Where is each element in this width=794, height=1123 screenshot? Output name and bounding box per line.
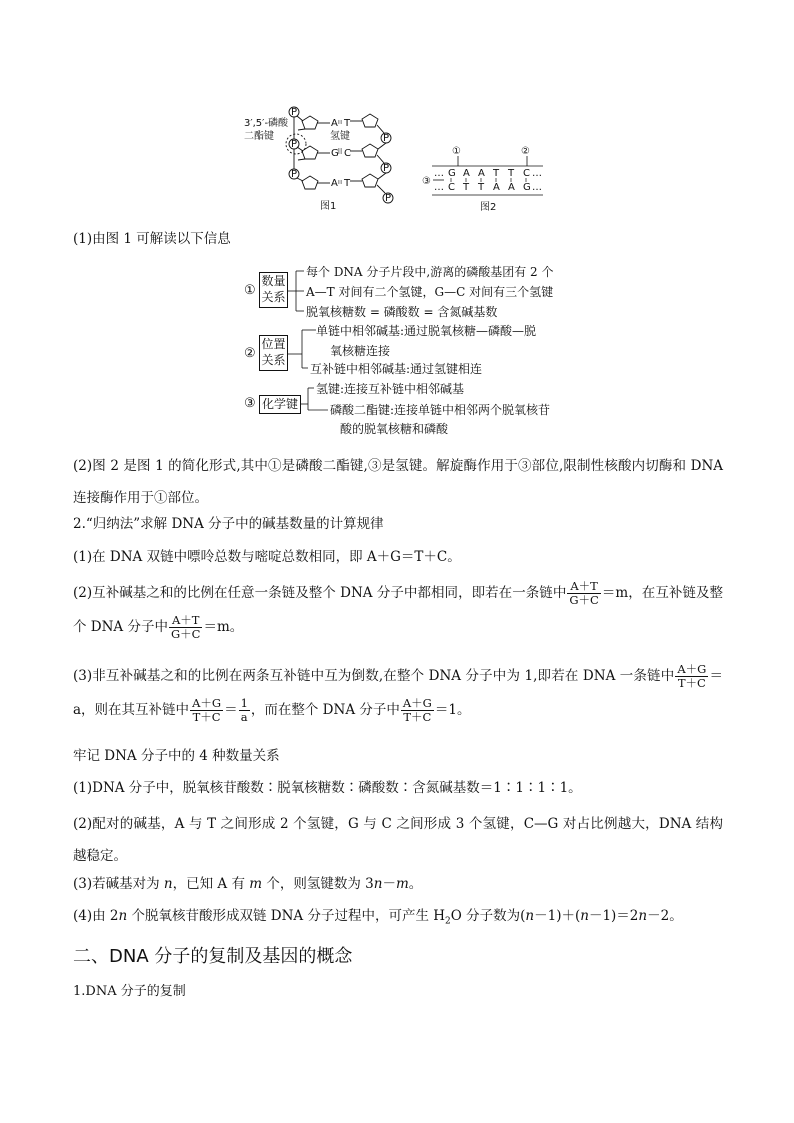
deoxyribose-pentagon xyxy=(362,174,378,187)
rule-2 xyxy=(73,576,723,644)
marker-2: ② xyxy=(521,146,530,157)
paragraph-2: (2)图 2 是图 1 的简化形式,其中①是磷酸二酯键,③是氢键。解旋酶作用于③部位,限制性核酸内切酶和 DNA 连接酶作用于①部位。 xyxy=(73,458,723,506)
q3-var-n: n xyxy=(373,876,383,892)
quantity-rule-3 xyxy=(73,874,723,894)
fraction-denominator: G＋C xyxy=(170,627,201,641)
fraction-denominator: a xyxy=(240,710,248,724)
phosphate-label: P xyxy=(291,169,298,180)
rule-3 xyxy=(73,659,723,727)
section-2-sub-1: 1.DNA 分子的复制 xyxy=(73,984,186,999)
phosphate-label: P xyxy=(291,107,298,118)
info-tree xyxy=(244,262,564,440)
marker-1: ① xyxy=(452,146,461,157)
group-1-item: 脱氧核糖数 = 磷酸数 = 含氮碱基数 xyxy=(306,305,498,319)
top-base: T xyxy=(493,168,500,179)
strand-dots: … xyxy=(434,182,444,193)
fraction-ag-tc xyxy=(401,697,434,724)
fraction-denominator: T＋C xyxy=(677,676,706,690)
fraction-numerator: A＋T xyxy=(169,614,203,628)
group-3-item-cont: 酸的脱氧核糖和磷酸 xyxy=(340,422,449,436)
base-label: T xyxy=(344,178,351,189)
figure-2-caption: 图2 xyxy=(480,202,497,212)
phosphate-label: P xyxy=(383,133,390,144)
group-2-item: 互补链中相邻碱基:通过氢键相连 xyxy=(310,362,483,376)
rule-3-text-a: (3)非互补碱基之和的比例在两条互补链中互为倒数,在整个 DNA 分子中为 1,即若在 DNA 一条链中 xyxy=(73,668,675,684)
q3-text-d: － xyxy=(382,876,396,892)
q4-var-n: n xyxy=(638,908,648,924)
group-1-box xyxy=(259,272,288,308)
section-2-title: 二、DNA 分子的复制及基因的概念 xyxy=(73,946,353,967)
marker-3: ③ xyxy=(422,176,431,187)
deoxyribose-pentagon xyxy=(362,114,378,127)
fig1-bond-label-1: 3′,5′-磷酸 xyxy=(244,118,289,129)
deoxyribose-pentagon xyxy=(302,146,318,159)
rule-3-text-e: ＝1。 xyxy=(434,702,471,718)
group-2-item-cont: 氧核糖连接 xyxy=(330,344,391,358)
q4-text-d: －1)＋( xyxy=(534,908,581,924)
base-label: T xyxy=(344,118,351,129)
bottom-base: T xyxy=(463,182,470,193)
phosphate-label: P xyxy=(385,193,392,204)
fraction-numerator: A＋G xyxy=(677,662,707,676)
deoxyribose-pentagon xyxy=(362,144,378,157)
fraction-at-gc xyxy=(169,614,203,641)
q4-subscript: 2 xyxy=(445,916,451,927)
deoxyribose-pentagon xyxy=(302,176,318,189)
base-label: A xyxy=(331,118,338,129)
fraction-at-gc xyxy=(567,580,601,607)
q4-text-b: 个脱氧核苷酸形成双链 DNA 分子过程中，可产生 H xyxy=(127,908,446,924)
group-3-number: ③ xyxy=(244,396,256,411)
q3-text-e: 。 xyxy=(408,876,423,892)
fraction-denominator: G＋C xyxy=(569,593,599,607)
strand-dots: … xyxy=(532,168,542,179)
group-2-number: ② xyxy=(244,346,256,361)
fraction-numerator: 1 xyxy=(240,696,248,710)
group-2-box-line2: 关系 xyxy=(261,353,286,367)
group-1-item: 每个 DNA 分子片段中,游离的磷酸基团有 2 个 xyxy=(306,265,554,279)
fraction-denominator: T＋C xyxy=(192,710,221,724)
quantity-rule-2: (2)配对的碱基，A 与 T 之间形成 2 个氢键，G 与 C 之间形成 3 个氢键，C—G 对占比例越大，DNA 结构越稳定。 xyxy=(73,816,723,864)
rule-2-text-a: (2)互补碱基之和的比例在任意一条链及整个 DNA 分子中都相同，即若在一条链中 xyxy=(73,585,567,601)
figure-1-caption: 图1 xyxy=(320,201,337,212)
q4-text-f: －2。 xyxy=(647,908,683,924)
group-1-box-line1: 数量 xyxy=(261,274,286,288)
bottom-base: C xyxy=(448,182,455,193)
q4-var-n: n xyxy=(118,908,128,924)
top-base: A xyxy=(478,168,485,179)
rule-3-text-d: ，而在整个 DNA 分子中 xyxy=(250,702,400,718)
bottom-base: G xyxy=(523,182,531,193)
group-1-item: A—T 对间有二个氢键，G—C 对间有三个氢键 xyxy=(306,285,554,299)
subheading-calculation-rules: 2.“归纳法”求解 DNA 分子中的碱基数量的计算规律 xyxy=(73,516,384,532)
group-3-item: 磷酸二酯键:连接单链中相邻两个脱氧核苷 xyxy=(330,403,551,417)
phosphate-label: P xyxy=(383,163,390,174)
q4-text-c: O 分子数为( xyxy=(450,908,526,924)
q4-var-n: n xyxy=(580,908,589,924)
q3-text-b: ，已知 A 有 xyxy=(172,876,250,892)
strand-dots: … xyxy=(532,182,542,193)
fraction-ag-tc xyxy=(190,697,223,724)
quantity-rule-1: (1)DNA 分子中，脱氧核苷酸数∶脱氧核糖数∶磷酸数∶含氮碱基数＝1∶1∶1∶1。 xyxy=(73,780,582,796)
rule-2-text-b: ＝m，在互补链及整个 DNA 分子中 xyxy=(73,585,723,635)
q3-var-m: m xyxy=(395,876,409,892)
fraction-numerator: A＋G xyxy=(192,696,222,710)
quantity-rule-4 xyxy=(73,906,723,932)
bottom-base: A xyxy=(508,182,515,193)
rule-2-text-c: ＝m。 xyxy=(203,619,244,635)
group-1-number: ① xyxy=(244,283,256,298)
q4-text-a: (4)由 2 xyxy=(73,908,119,924)
base-label: A xyxy=(331,178,338,189)
q3-text-a: (3)若碱基对为 xyxy=(73,876,164,892)
fraction-one-over-a xyxy=(239,697,250,724)
fig1-hbond-label: 氢键 xyxy=(330,131,350,142)
fig1-bond-label-2: 二酯键 xyxy=(244,131,274,142)
figure-1-dna-structure xyxy=(238,100,408,212)
q3-text-c: 个，则氢键数为 3 xyxy=(262,876,374,892)
base-label: G xyxy=(331,148,339,159)
q4-var-n: n xyxy=(525,908,535,924)
fraction-ag-tc xyxy=(675,663,708,690)
fraction-numerator: A＋T xyxy=(567,580,601,594)
figure-2-simplified-dna xyxy=(420,144,545,212)
phosphate-label: P xyxy=(291,139,298,150)
deoxyribose-pentagon xyxy=(302,116,318,129)
fraction-denominator: T＋C xyxy=(403,710,432,724)
rule-1: (1)在 DNA 双链中嘌呤总数与嘧啶总数相同，即 A＋G＝T＋C。 xyxy=(73,549,461,565)
fraction-numerator: A＋G xyxy=(402,696,432,710)
paragraph-1: (1)由图 1 可解读以下信息 xyxy=(73,231,231,247)
rule-3-text-c: ＝ xyxy=(224,702,238,718)
group-1-box-line2: 关系 xyxy=(261,290,286,304)
top-base: A xyxy=(463,168,470,179)
strand-dots: … xyxy=(434,168,444,179)
q3-var-n: n xyxy=(163,876,173,892)
top-base: G xyxy=(448,168,456,179)
group-3-box-label: 化学键 xyxy=(261,397,298,411)
group-2-item: 单链中相邻碱基:通过脱氧核糖—磷酸—脱 xyxy=(316,324,537,338)
rule-3-text-b: ＝a，则在其互补链中 xyxy=(73,668,723,718)
base-label: C xyxy=(344,148,351,159)
top-base: T xyxy=(508,168,515,179)
q4-text-e: －1)＝2 xyxy=(588,908,639,924)
q3-var-m: m xyxy=(249,876,263,892)
remember-heading: 牢记 DNA 分子中的 4 种数量关系 xyxy=(73,748,280,764)
bottom-base: A xyxy=(493,182,500,193)
group-3-item: 氢键:连接互补链中相邻碱基 xyxy=(316,382,465,396)
group-3-box xyxy=(259,395,301,414)
top-base: C xyxy=(523,168,530,179)
group-2-box xyxy=(259,335,288,371)
group-2-box-line1: 位置 xyxy=(261,337,286,351)
bottom-base: T xyxy=(478,182,485,193)
